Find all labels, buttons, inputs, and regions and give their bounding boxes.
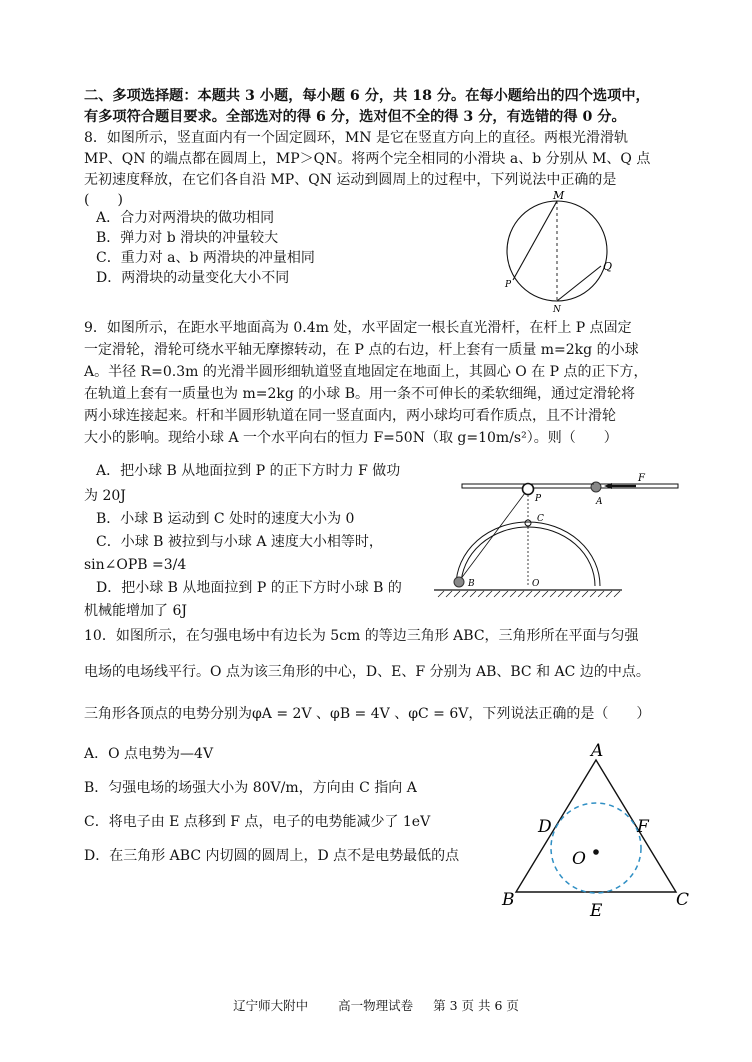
q8-label-p: P [505, 280, 512, 290]
q10-stem-line-2: 电场的电场线平行。O 点为该三角形的中心，D、E、F 分别为 AB、BC 和 AC 边的中点。 [84, 664, 650, 680]
q9-option-b: B．小球 B 运动到 C 处时的速度大小为 0 [96, 511, 355, 527]
q8-label-q: Q [603, 260, 613, 273]
q9-stem-line-5: 两小球连接起来。杆和半圆形轨道在同一竖直面内，两小球均可看作质点，且不计滑轮 [84, 408, 616, 424]
q9-option-a-line-1: A．把小球 B 从地面拉到 P 的正下方时力 F 做功 [96, 463, 401, 479]
q8-stem-line-3: 无初速度释放，在它们各自沿 MP、QN 运动到圆周上的过程中，下列说法中正确的是 [84, 172, 617, 188]
q9-ground-hatch [438, 591, 620, 597]
q9-stem-line-4: 在轨道上套有一质量也为 m=2kg 的小球 B。用一条不可伸长的柔软细绳，通过定滑轮将 [84, 386, 635, 402]
q9-point-c [525, 520, 531, 526]
q10-option-b: B．匀强电场的场强大小为 80V/m，方向由 C 指向 A [84, 780, 417, 796]
q9-pulley [523, 484, 534, 495]
footer-exam: 高一物理试卷 [338, 998, 414, 1013]
q8-circle-figure [496, 188, 626, 314]
q10-option-c: C．将电子由 E 点移到 F 点，电子的电势能减少了 1eV [84, 814, 431, 830]
q9-stem-line-1: 9．如图所示，在距水平地面高为 0.4m 处，水平固定一根长直光滑杆，在杆上 P 点固定 [84, 320, 632, 336]
q10-option-d: D．在三角形 ABC 内切圆的圆周上，D 点不是电势最低的点 [84, 848, 460, 864]
q10-label-c: C [676, 890, 690, 910]
q9-ball-a [591, 482, 601, 492]
q9-rod [462, 484, 678, 488]
q8-stem-line-1: 8．如图所示，竖直面内有一个固定圆环，MN 是它在竖直方向上的直径。两根光滑滑轨 [84, 130, 628, 146]
q9-stem-line-2: 一定滑轮，滑轮可绕水平轴无摩擦转动，在 P 点的右边，杆上套有一质量 m=2kg 的小球 [84, 342, 639, 358]
q9-label-c: C [537, 514, 544, 524]
q9-option-c-line-1: C．小球 B 被拉到与小球 A 速度大小相等时， [96, 534, 383, 550]
q10-label-o: O [572, 849, 586, 869]
q8-label-n: N [553, 305, 561, 314]
q10-incircle [551, 803, 641, 893]
q10-label-f: F [637, 817, 649, 837]
q9-track-figure [430, 470, 682, 602]
q8-rail-mp [513, 201, 557, 280]
q8-option-d: D．两滑块的动量变化大小不同 [96, 270, 290, 286]
q8-answer-bracket: ( ) [84, 192, 123, 208]
q8-label-m: M [553, 189, 565, 202]
q9-option-c-line-2: sin∠OPB =3/4 [84, 557, 187, 573]
q10-label-d: D [538, 817, 552, 837]
q9-stem-line-3: A。半径 R=0.3m 的光滑半圆形细轨道竖直地固定在地面上，其圆心 O 在 P 点的正下方， [84, 364, 648, 380]
q9-stem-line-6: 大小的影响。现给小球 A 一个水平向右的恒力 F=50N（取 g=10m/s²）。则（ ） [84, 430, 618, 446]
q9-rope-pb [460, 493, 525, 580]
q8-option-a: A．合力对两滑块的做功相同 [96, 210, 275, 226]
q9-ball-b [454, 577, 464, 587]
q9-label-f: F [638, 473, 645, 484]
q9-label-a: A [596, 497, 603, 507]
page-footer [0, 996, 752, 1014]
q10-stem-line-3: 三角形各顶点的电势分别为φA = 2V 、φB = 4V 、φC = 6V，下列说法正确的是（ ） [84, 706, 651, 722]
q10-label-b: B [502, 890, 515, 910]
q9-option-d-line-1: D．把小球 B 从地面拉到 P 的正下方时小球 B 的 [96, 580, 402, 596]
q8-option-c: C．重力对 a、b 两滑块的冲量相同 [96, 250, 315, 266]
footer-page-number: 第 3 页 共 6 页 [433, 998, 519, 1013]
q10-label-a: A [591, 741, 604, 761]
q8-option-b: B．弹力对 b 滑块的冲量较大 [96, 230, 279, 246]
footer-school: 辽宁师大附中 [233, 998, 309, 1013]
section-header-line-1: 二、多项选择题：本题共 3 小题，每小题 6 分，共 18 分。在每小题给出的四个选项中， [84, 88, 650, 104]
q8-stem-line-2: MP、QN 的端点都在圆周上，MP＞QN。将两个完全相同的小滑块 a、b 分别从 M、Q 点 [84, 151, 651, 167]
q10-center-dot [593, 849, 599, 855]
section-header-line-2: 有多项符合题目要求。全部选对的得 6 分，选对但不全的得 3 分，有选错的得 0 分。 [84, 109, 626, 125]
q10-option-a: A．O 点电势为—4V [84, 746, 214, 762]
q9-label-o: O [532, 579, 540, 589]
q10-stem-line-1: 10．如图所示，在匀强电场中有边长为 5cm 的等边三角形 ABC，三角形所在平面与匀强 [84, 628, 639, 644]
q9-option-d-line-2: 机械能增加了 6J [84, 603, 187, 619]
q10-triangle-figure [496, 736, 700, 922]
q9-label-p: P [535, 494, 542, 504]
q9-option-a-line-2: 为 20J [84, 488, 126, 504]
q9-label-b: B [468, 579, 475, 589]
q10-label-e: E [590, 901, 603, 921]
